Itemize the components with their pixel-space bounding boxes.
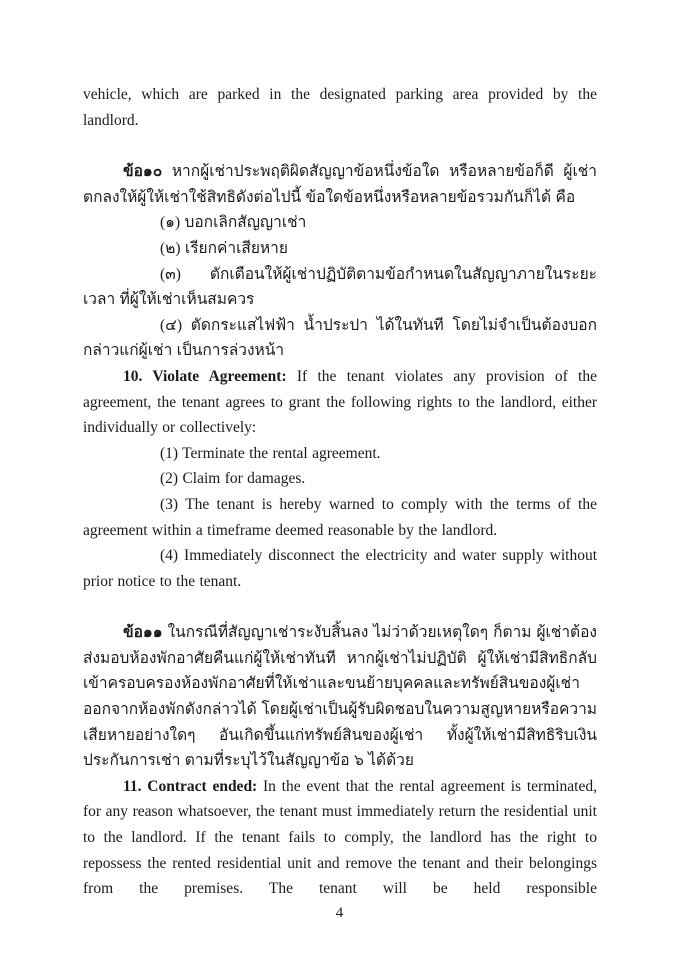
continuation-paragraph: vehicle, which are parked in the designated parking area provided by the landlord.: [83, 86, 597, 129]
clause-10-english-item-2: (2) Claim for damages.: [160, 470, 306, 488]
document-body: [83, 82, 597, 902]
clause-10-english-item-4: (4) Immediately disconnect the electricity and water supply without prior notice to the tenant.: [83, 547, 597, 590]
clause-10-english-text: If the tenant violates any provision of the agreement, the tenant agrees to grant the following rights to the landlord, either individually or collectively:: [83, 367, 597, 437]
clause-11-thai-number: ข้อ๑๑: [123, 624, 163, 642]
page-number: 4: [335, 905, 344, 921]
clause-10-thai-item-2: (๒) เรียกค่าเสียหาย: [160, 239, 288, 257]
blank-line: [83, 594, 597, 620]
clause-10-english-item-1: (1) Terminate the rental agreement.: [160, 444, 381, 462]
blank-line: [83, 133, 597, 159]
clause-11-english-number: 11. Contract ended:: [123, 777, 258, 795]
clause-10-thai-item-1: (๑) บอกเลิกสัญญาเช่า: [160, 214, 307, 232]
clause-10-thai-text: หากผู้เช่าประพฤติผิดสัญญาข้อหนึ่งข้อใด หรือหลายข้อก็ดี ผู้เช่าตกลงให้ผู้ให้เช่าใช้สิทธิดังต่อไปนี้ ข้อใดข้อหนึ่งหรือหลายข้อรวมกันก็ได้ คือ: [83, 163, 597, 206]
clause-10-english-item-3: (3) The tenant is hereby warned to comply with the terms of the agreement within a timeframe deemed reasonable by the landlord.: [83, 495, 597, 539]
clause-10-thai-paragraph: [83, 159, 597, 210]
clause-11-thai-paragraph: [83, 620, 597, 774]
clause-10-thai-number: ข้อ๑๐: [123, 163, 163, 181]
clause-11-english-paragraph: [83, 774, 597, 902]
clause-10-english-paragraph: [83, 364, 597, 441]
clause-11-thai-text: ในกรณีที่สัญญาเช่าระงับสิ้นลง ไม่ว่าด้วยเหตุใดๆ ก็ตาม ผู้เช่าต้องส่งมอบห้องพักอาศัยคืนแก่ผู้ให้เช่าทันที หากผู้เช่าไม่ปฏิบัติ ผู้ให้เช่ามีสิทธิกลับเข้าครอบครองห้องพักอาศัยที่ให้เช่าและขนย้ายบุคคลและทรัพย์สินของผู้เช่าออกจากห้องพักดังกล่าวได้ โดยผู้เช่าเป็นผู้รับผิดชอบในความสูญหายหรือความเสียหายอย่างใดๆ อันเกิดขึ้นแก่ทรัพย์สินของผู้เช่า ทั้งผู้ให้เช่ามีสิทธิริบเงินประกันการเช่า ตามที่ระบุไว้ในสัญญาข้อ ๖ ได้ด้วย: [83, 624, 597, 770]
clause-10-thai-item-4: (๔) ตัดกระแสไฟฟ้า น้ำประปา ได้ในทันที โดยไม่จำเป็นต้องบอกกล่าวแก่ผู้เช่า เป็นการล่วงหน้า: [83, 316, 597, 360]
clause-10-english-number: 10. Violate Agreement:: [123, 367, 287, 385]
clause-11-english-text: In the event that the rental agreement is terminated, for any reason whatsoever, the tenant must immediately return the residential unit to the landlord. If the tenant fails to comply, the landlord has the right to repossess the rented residential unit and remove the tenant and their belongings from the premises. The tenant will be held responsible: [83, 777, 597, 898]
clause-10-thai-item-3: (๓) ตักเตือนให้ผู้เช่าปฏิบัติตามข้อกำหนดในสัญญาภายในระยะเวลา ที่ผู้ให้เช่าเห็นสมควร: [83, 265, 597, 309]
